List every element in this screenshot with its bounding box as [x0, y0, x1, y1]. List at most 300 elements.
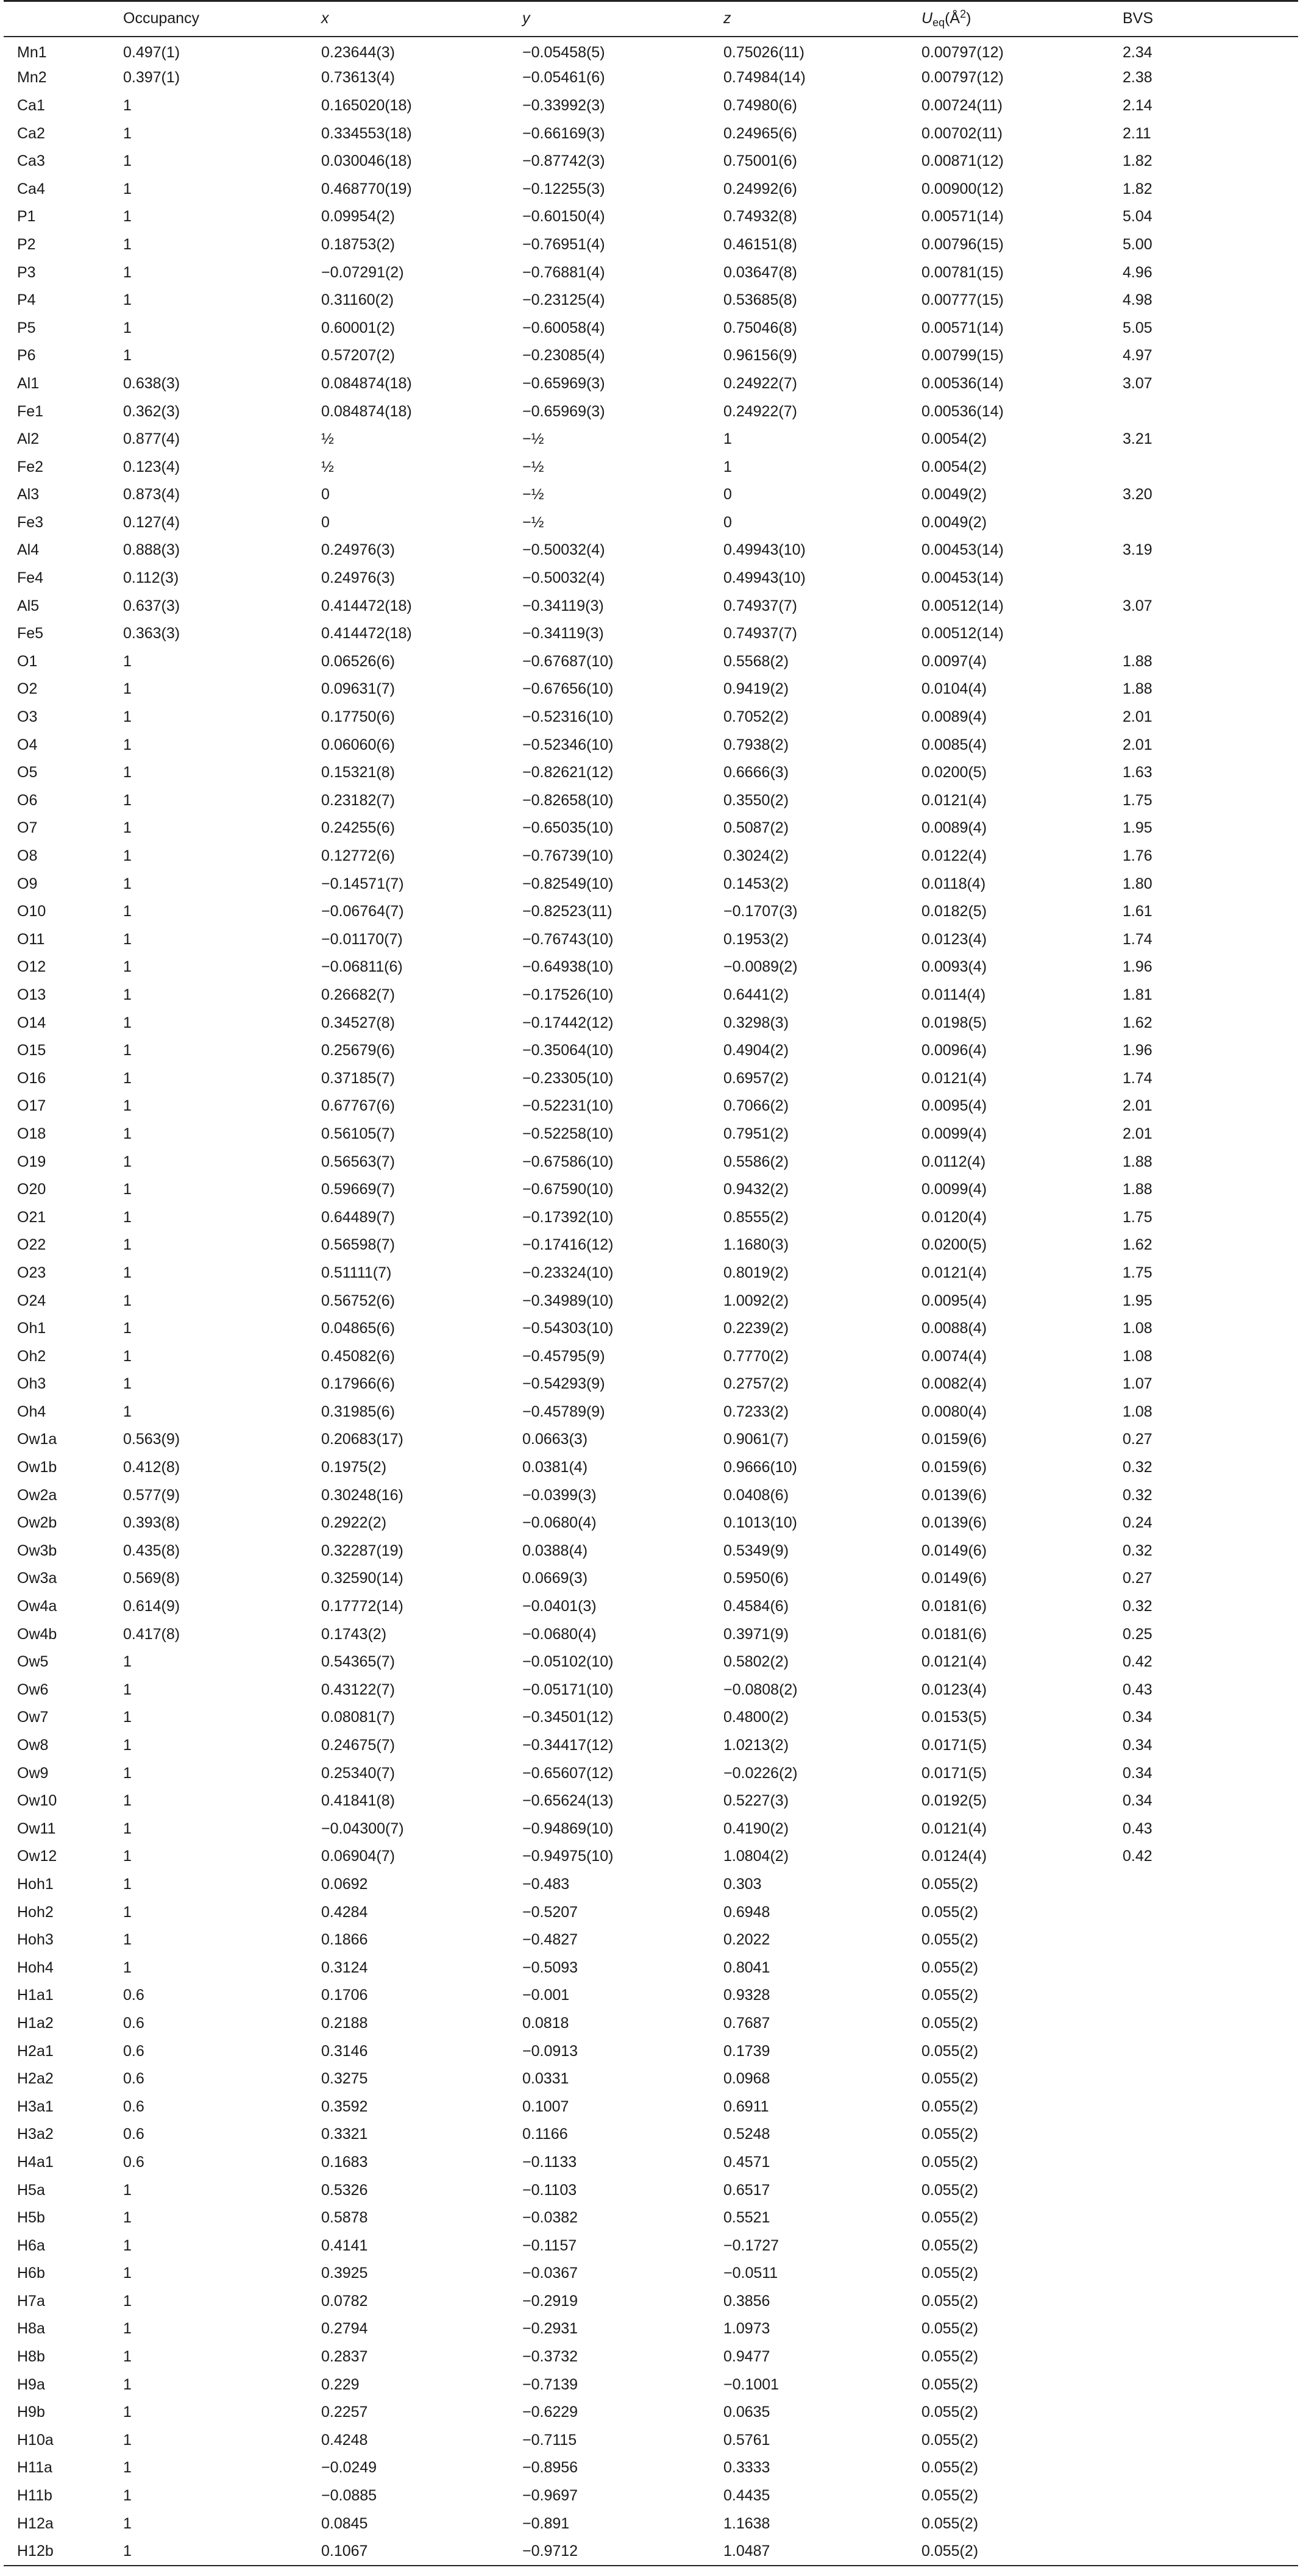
ueq-cell: 0.055(2): [921, 2042, 979, 2060]
table-row: [4, 119, 1298, 148]
y-cell: −0.05171(10): [522, 1681, 614, 1698]
occupancy-cell: 1: [123, 680, 132, 698]
table-row: [4, 536, 1298, 564]
z-cell: 0.1953(2): [723, 930, 789, 948]
atom-label-cell: Ow2a: [17, 1486, 57, 1504]
bvs-cell: [1109, 2010, 1298, 2038]
bvs-cell: 1.75: [1123, 791, 1152, 809]
y-cell: −0.87742(3): [522, 152, 605, 170]
x-cell: −0.0249: [321, 2459, 377, 2477]
table-row: [4, 2538, 1298, 2566]
occupancy-cell: 1: [123, 2181, 132, 2199]
atom-label-cell: Ow12: [17, 1848, 57, 1865]
bvs-cell: 4.97: [1123, 347, 1152, 365]
atom-label-cell: O9: [17, 875, 38, 892]
x-cell: 0.73613(4): [321, 69, 395, 87]
x-cell: 0.56752(6): [321, 1292, 395, 1309]
z-cell: 0.74937(7): [723, 625, 797, 642]
atom-label-cell: Fe2: [17, 458, 44, 475]
bvs-cell: 0.34: [1123, 1709, 1152, 1726]
atom-label-cell: Ow5: [17, 1653, 49, 1671]
ueq-cell: 0.0096(4): [921, 1042, 987, 1059]
x-cell: 0.17966(6): [321, 1375, 395, 1393]
ueq-cell: 0.00797(12): [921, 69, 1004, 87]
occupancy-cell: 0.6: [123, 2097, 144, 2115]
atom-label-cell: O19: [17, 1153, 46, 1170]
y-cell: −0.65969(3): [522, 402, 605, 420]
z-cell: 0.6517: [723, 2181, 770, 2199]
table-row: [4, 1982, 1298, 2010]
ueq-cell: 0.055(2): [921, 2097, 979, 2115]
bvs-cell: 1.95: [1123, 1292, 1152, 1309]
table-row: [4, 1315, 1298, 1343]
table-row: [4, 953, 1298, 981]
occupancy-cell: 1: [123, 1403, 132, 1420]
table-row: [4, 2371, 1298, 2399]
atom-label-cell: H8a: [17, 2320, 45, 2338]
y-cell: −0.483: [522, 1875, 570, 1893]
atom-label-cell: P5: [17, 319, 36, 336]
x-cell: 0.26682(7): [321, 986, 395, 1003]
bvs-cell: [1109, 2510, 1298, 2538]
y-cell: −0.23305(10): [522, 1069, 614, 1087]
ueq-cell: 0.0049(2): [921, 486, 987, 503]
occupancy-cell: 0.6: [123, 1987, 144, 2004]
ueq-cell: 0.055(2): [921, 2153, 979, 2171]
bvs-cell: [1109, 2399, 1298, 2427]
header-ueq-unit-close: ): [966, 10, 971, 27]
atom-label-cell: P2: [17, 235, 36, 253]
bvs-cell: 1.08: [1123, 1320, 1152, 1337]
occupancy-cell: 1: [123, 1764, 132, 1782]
atom-label-cell: O24: [17, 1292, 46, 1309]
table-row: [4, 1481, 1298, 1509]
ueq-cell: 0.0123(4): [921, 930, 987, 948]
z-cell: 0.5586(2): [723, 1153, 789, 1170]
y-cell: −½: [522, 430, 544, 448]
ueq-cell: 0.0123(4): [921, 1681, 987, 1698]
y-cell: −0.50032(4): [522, 569, 605, 587]
x-cell: 0.414472(18): [321, 625, 412, 642]
ueq-cell: 0.00724(11): [921, 96, 1003, 114]
z-cell: 0.4584(6): [723, 1598, 789, 1615]
atom-label-cell: O16: [17, 1069, 46, 1087]
occupancy-cell: 1: [123, 1737, 132, 1754]
y-cell: −0.5207: [522, 1903, 578, 1921]
x-cell: 0.24976(3): [321, 569, 395, 587]
table-row: [4, 2510, 1298, 2538]
occupancy-cell: 1: [123, 2375, 132, 2393]
y-cell: 0.1007: [522, 2097, 569, 2115]
x-cell: 0.468770(19): [321, 180, 412, 197]
bvs-cell: 1.88: [1123, 680, 1152, 698]
y-cell: −0.17526(10): [522, 986, 614, 1003]
occupancy-cell: 1: [123, 291, 132, 309]
y-cell: −0.52346(10): [522, 736, 614, 753]
table-body: [4, 37, 1298, 2566]
y-cell: −0.9712: [509, 2538, 710, 2566]
z-cell: 0.5087(2): [723, 819, 789, 837]
z-cell: 0.5568(2): [723, 652, 789, 670]
ueq-cell: 0.0171(5): [921, 1737, 987, 1754]
z-cell: 0.4571: [723, 2153, 770, 2171]
occupancy-cell: 0.569(8): [123, 1570, 180, 1587]
table-row: [4, 1259, 1298, 1287]
z-cell: 1: [723, 458, 732, 475]
bvs-cell: 0.42: [1123, 1653, 1152, 1671]
y-cell: −0.94869(10): [522, 1820, 614, 1837]
table-row: [4, 397, 1298, 425]
table-row: [4, 1620, 1298, 1648]
x-cell: 0.04865(6): [321, 1320, 395, 1337]
z-cell: 0.5802(2): [723, 1653, 789, 1671]
atom-label-cell: O5: [17, 764, 38, 781]
x-cell: 0.030046(18): [321, 152, 412, 170]
z-cell: 0.9328: [723, 1987, 770, 2004]
ueq-cell: 0.0200(5): [921, 764, 987, 781]
atom-label-cell: Ca3: [17, 152, 45, 170]
occupancy-cell: 0.497(1): [123, 44, 180, 62]
table-row: [4, 37, 1298, 65]
z-cell: 0.7233(2): [723, 1403, 789, 1420]
ueq-cell: 0.0093(4): [921, 958, 987, 976]
table-row: [4, 1398, 1298, 1426]
header-ueq: [908, 1, 1109, 37]
table-row: [4, 1704, 1298, 1732]
bvs-cell: 2.34: [1123, 44, 1152, 62]
y-cell: −0.1133: [522, 2153, 577, 2171]
z-cell: 1.0213(2): [723, 1737, 789, 1754]
occupancy-cell: 1: [123, 2320, 132, 2338]
atom-label-cell: Ca1: [17, 96, 45, 114]
bvs-cell: [1109, 2065, 1298, 2093]
z-cell: 0.7770(2): [723, 1347, 789, 1365]
ueq-cell: 0.055(2): [921, 2487, 979, 2505]
occupancy-cell: 1: [123, 958, 132, 976]
x-cell: 0.15321(8): [321, 764, 395, 781]
table-row: [4, 2121, 1298, 2149]
occupancy-cell: 1: [123, 1931, 132, 1949]
atom-label-cell: H3a1: [17, 2097, 54, 2115]
bvs-cell: 1.08: [1123, 1347, 1152, 1365]
y-cell: −0.50032(4): [522, 541, 605, 559]
table-row: [4, 1509, 1298, 1537]
ueq-cell: 0.00571(14): [921, 319, 1004, 336]
atom-label-cell: Ow3a: [17, 1570, 57, 1587]
ueq-cell: 0.0181(6): [921, 1625, 987, 1643]
header-ueq-symbol: U: [921, 10, 933, 27]
y-cell: −0.64938(10): [522, 958, 614, 976]
ueq-cell: 0.0153(5): [921, 1709, 987, 1726]
occupancy-cell: 0.112(3): [123, 569, 179, 587]
table-row: [4, 2315, 1298, 2343]
atom-label-cell: Ow10: [17, 1792, 57, 1810]
occupancy-cell: 1: [123, 2265, 132, 2282]
atom-label-cell: Oh4: [17, 1403, 46, 1420]
bvs-cell: 1.80: [1123, 875, 1152, 892]
x-cell: 0.084874(18): [321, 374, 412, 392]
z-cell: 0.75026(11): [723, 44, 804, 62]
table-row: [4, 870, 1298, 898]
ueq-cell: 0.00777(15): [921, 291, 1004, 309]
bvs-cell: 4.96: [1123, 263, 1152, 281]
occupancy-cell: 1: [123, 652, 132, 670]
x-cell: −0.0885: [321, 2487, 377, 2505]
atom-label-cell: O21: [17, 1208, 46, 1226]
table-row: [4, 1454, 1298, 1482]
bvs-cell: [1109, 2288, 1298, 2316]
occupancy-cell: 0.563(9): [123, 1431, 180, 1448]
y-cell: −0.2931: [522, 2320, 578, 2338]
bvs-cell: 1.74: [1123, 1069, 1152, 1087]
ueq-cell: 0.055(2): [921, 1903, 979, 1921]
ueq-cell: 0.0192(5): [921, 1792, 987, 1810]
ueq-cell: 0.00797(12): [921, 44, 1004, 62]
z-cell: 0.74984(14): [723, 69, 806, 87]
y-cell: −0.23324(10): [522, 1264, 614, 1281]
y-cell: −0.17442(12): [522, 1014, 614, 1031]
y-cell: −0.2919: [522, 2292, 578, 2310]
y-cell: −0.1103: [522, 2181, 577, 2199]
occupancy-cell: 1: [123, 347, 132, 365]
x-cell: 0.24255(6): [321, 819, 395, 837]
y-cell: −0.66169(3): [522, 124, 605, 142]
z-cell: 1.0092(2): [723, 1292, 789, 1309]
z-cell: −0.0808(2): [723, 1681, 798, 1698]
ueq-cell: 0.055(2): [921, 2431, 979, 2449]
y-cell: −0.0680(4): [522, 1625, 597, 1643]
z-cell: 0.7052(2): [723, 708, 789, 726]
y-cell: −0.0913: [522, 2042, 578, 2060]
bvs-cell: [1109, 1954, 1298, 1982]
atom-label-cell: Fe3: [17, 513, 44, 531]
z-cell: 0.5349(9): [723, 1542, 789, 1559]
atom-label-cell: Mn1: [17, 44, 47, 62]
table-row: [4, 286, 1298, 315]
x-cell: 0.334553(18): [321, 124, 412, 142]
y-cell: −0.5093: [522, 1959, 578, 1976]
x-cell: 0.17772(14): [321, 1598, 403, 1615]
table-row: [4, 2260, 1298, 2288]
atom-label-cell: P3: [17, 263, 36, 281]
occupancy-cell: 1: [123, 930, 132, 948]
ueq-cell: 0.0124(4): [921, 1848, 987, 1865]
z-cell: 0.5761: [723, 2431, 770, 2449]
atom-label-cell: H8b: [17, 2348, 45, 2366]
header-atom-label: [4, 1, 110, 37]
x-cell: 0.20683(17): [321, 1431, 403, 1448]
atom-label-cell: Ow11: [17, 1820, 56, 1837]
bvs-cell: 0.27: [1123, 1570, 1152, 1587]
x-cell: 0.60001(2): [321, 319, 395, 336]
y-cell: 0.0669(3): [522, 1570, 588, 1587]
y-cell: −0.94975(10): [522, 1848, 614, 1865]
x-cell: 0.5878: [321, 2209, 368, 2227]
bvs-cell: 3.20: [1123, 486, 1152, 503]
occupancy-cell: 1: [123, 1181, 132, 1198]
atom-label-cell: H6a: [17, 2236, 45, 2254]
ueq-cell: 0.055(2): [921, 1875, 979, 1893]
table-row: [4, 2288, 1298, 2316]
z-cell: 0.75046(8): [723, 319, 797, 336]
ueq-cell: 0.00512(14): [921, 625, 1004, 642]
bvs-cell: 5.00: [1123, 235, 1152, 253]
atom-label-cell: Ow1b: [17, 1459, 57, 1476]
atom-label-cell: O12: [17, 958, 46, 976]
ueq-cell: 0.0139(6): [921, 1486, 987, 1504]
occupancy-cell: 1: [123, 708, 132, 726]
occupancy-cell: 1: [123, 1875, 132, 1893]
occupancy-cell: 1: [123, 1792, 132, 1810]
ueq-cell: 0.00799(15): [921, 347, 1004, 365]
bvs-cell: [1109, 2427, 1298, 2455]
y-cell: 0.0381(4): [522, 1459, 588, 1476]
x-cell: 0.51111(7): [321, 1264, 392, 1281]
header-occupancy: Occupancy: [110, 1, 308, 37]
z-cell: 0.0408(6): [723, 1486, 789, 1504]
table-row: [4, 675, 1298, 703]
atom-label-cell: Al4: [17, 541, 40, 559]
x-cell: 0.165020(18): [321, 96, 412, 114]
y-cell: −0.65969(3): [522, 374, 605, 392]
z-cell: 0.9666(10): [723, 1459, 797, 1476]
bvs-cell: 1.81: [1123, 986, 1152, 1003]
ueq-cell: 0.0171(5): [921, 1764, 987, 1782]
z-cell: 1: [723, 430, 732, 448]
occupancy-cell: 1: [123, 1375, 132, 1393]
y-cell: −0.34989(10): [522, 1292, 614, 1309]
x-cell: 0.37185(7): [321, 1069, 395, 1087]
bvs-cell: [1109, 2371, 1298, 2399]
table-row: [4, 2482, 1298, 2510]
bvs-cell: [1109, 509, 1298, 537]
table-row: [4, 2427, 1298, 2455]
occupancy-cell: 0.435(8): [123, 1542, 180, 1559]
occupancy-cell: 1: [123, 1125, 132, 1142]
y-cell: −0.05458(5): [522, 44, 605, 62]
x-cell: 0.56105(7): [321, 1125, 395, 1142]
table-row: [4, 1092, 1298, 1120]
y-cell: −0.65624(13): [522, 1792, 614, 1810]
ueq-cell: 0.00781(15): [921, 263, 1004, 281]
z-cell: 0: [723, 513, 732, 531]
atom-label-cell: O17: [17, 1097, 46, 1115]
y-cell: −0.82523(11): [522, 903, 612, 920]
table-row: [4, 1120, 1298, 1148]
ueq-cell: 0.055(2): [921, 2070, 979, 2088]
atom-label-cell: Al2: [17, 430, 40, 448]
table-row: [4, 1009, 1298, 1037]
x-cell: 0.1067: [308, 2538, 509, 2566]
bvs-cell: 2.01: [1123, 1125, 1152, 1142]
ueq-cell: 0.00571(14): [921, 208, 1004, 226]
atom-label-cell: H12b: [4, 2538, 110, 2566]
occupancy-cell: 0.363(3): [123, 625, 180, 642]
y-cell: 0.0818: [522, 2014, 569, 2032]
ueq-cell: 0.055(2): [921, 1931, 979, 1949]
z-cell: 0.7938(2): [723, 736, 789, 753]
table-row: [4, 731, 1298, 759]
ueq-cell: 0.00536(14): [921, 374, 1004, 392]
x-cell: 0.23182(7): [321, 791, 395, 809]
x-cell: 0.06060(6): [321, 736, 395, 753]
table-row: [4, 92, 1298, 120]
y-cell: −0.45789(9): [522, 1403, 605, 1420]
atom-label-cell: O14: [17, 1014, 46, 1031]
bvs-cell: 1.75: [1123, 1208, 1152, 1226]
occupancy-cell: 1: [123, 96, 132, 114]
atom-label-cell: O7: [17, 819, 38, 837]
y-cell: −0.52231(10): [522, 1097, 614, 1115]
occupancy-cell: 0.6: [123, 2042, 144, 2060]
table-row: [4, 1231, 1298, 1259]
bvs-cell: [1109, 1982, 1298, 2010]
occupancy-cell: 1: [123, 986, 132, 1003]
z-cell: 0.303: [723, 1875, 762, 1893]
atom-label-cell: Al3: [17, 486, 40, 503]
bvs-cell: 2.11: [1123, 124, 1151, 142]
x-cell: 0.31985(6): [321, 1403, 395, 1420]
y-cell: −0.60150(4): [522, 208, 605, 226]
z-cell: 0.7066(2): [723, 1097, 789, 1115]
bvs-cell: [1109, 2037, 1298, 2065]
ueq-cell: 0.0122(4): [921, 847, 987, 865]
atom-label-cell: O3: [17, 708, 38, 726]
atom-label-cell: Fe1: [17, 402, 44, 420]
occupancy-cell: 1: [123, 319, 132, 336]
y-cell: −0.35064(10): [522, 1042, 614, 1059]
atom-label-cell: Hoh2: [17, 1903, 54, 1921]
bvs-cell: [1109, 2149, 1298, 2177]
z-cell: 0.3550(2): [723, 791, 789, 809]
z-cell: 0.5248: [723, 2126, 770, 2143]
y-cell: −0.33992(3): [522, 96, 605, 114]
bvs-cell: [1109, 2454, 1298, 2482]
x-cell: 0.08081(7): [321, 1709, 395, 1726]
y-cell: −0.76743(10): [522, 930, 614, 948]
y-cell: −0.0680(4): [522, 1514, 597, 1532]
table-row: [4, 1815, 1298, 1843]
x-cell: −0.04300(7): [321, 1820, 404, 1837]
occupancy-cell: 1: [123, 1903, 132, 1921]
x-cell: 0.32590(14): [321, 1570, 403, 1587]
bvs-cell: 1.76: [1123, 847, 1152, 865]
ueq-cell: 0.0200(5): [921, 1236, 987, 1254]
atom-label-cell: H11a: [17, 2459, 52, 2477]
x-cell: −0.06811(6): [321, 958, 403, 976]
x-cell: 0.34527(8): [321, 1014, 395, 1031]
y-cell: −0.17392(10): [522, 1208, 614, 1226]
atom-label-cell: Ca4: [17, 180, 45, 197]
occupancy-cell: 1: [123, 152, 132, 170]
bvs-cell: [1109, 2482, 1298, 2510]
x-cell: 0.3146: [321, 2042, 368, 2060]
ueq-cell: 0.0089(4): [921, 708, 987, 726]
bvs-cell: [1109, 2538, 1298, 2566]
y-cell: −½: [522, 486, 544, 503]
table-row: [4, 2232, 1298, 2260]
y-cell: −0.4827: [522, 1931, 578, 1949]
ueq-cell: 0.055(2): [908, 2538, 1109, 2566]
z-cell: 0.8041: [723, 1959, 770, 1976]
ueq-cell: 0.0095(4): [921, 1292, 987, 1309]
bvs-cell: 4.98: [1123, 291, 1152, 309]
z-cell: 0.74980(6): [723, 96, 797, 114]
bvs-cell: 1.62: [1123, 1014, 1152, 1031]
z-cell: 1.0487: [710, 2538, 908, 2566]
y-cell: −0.23085(4): [522, 347, 605, 365]
y-cell: −0.60058(4): [522, 319, 605, 336]
